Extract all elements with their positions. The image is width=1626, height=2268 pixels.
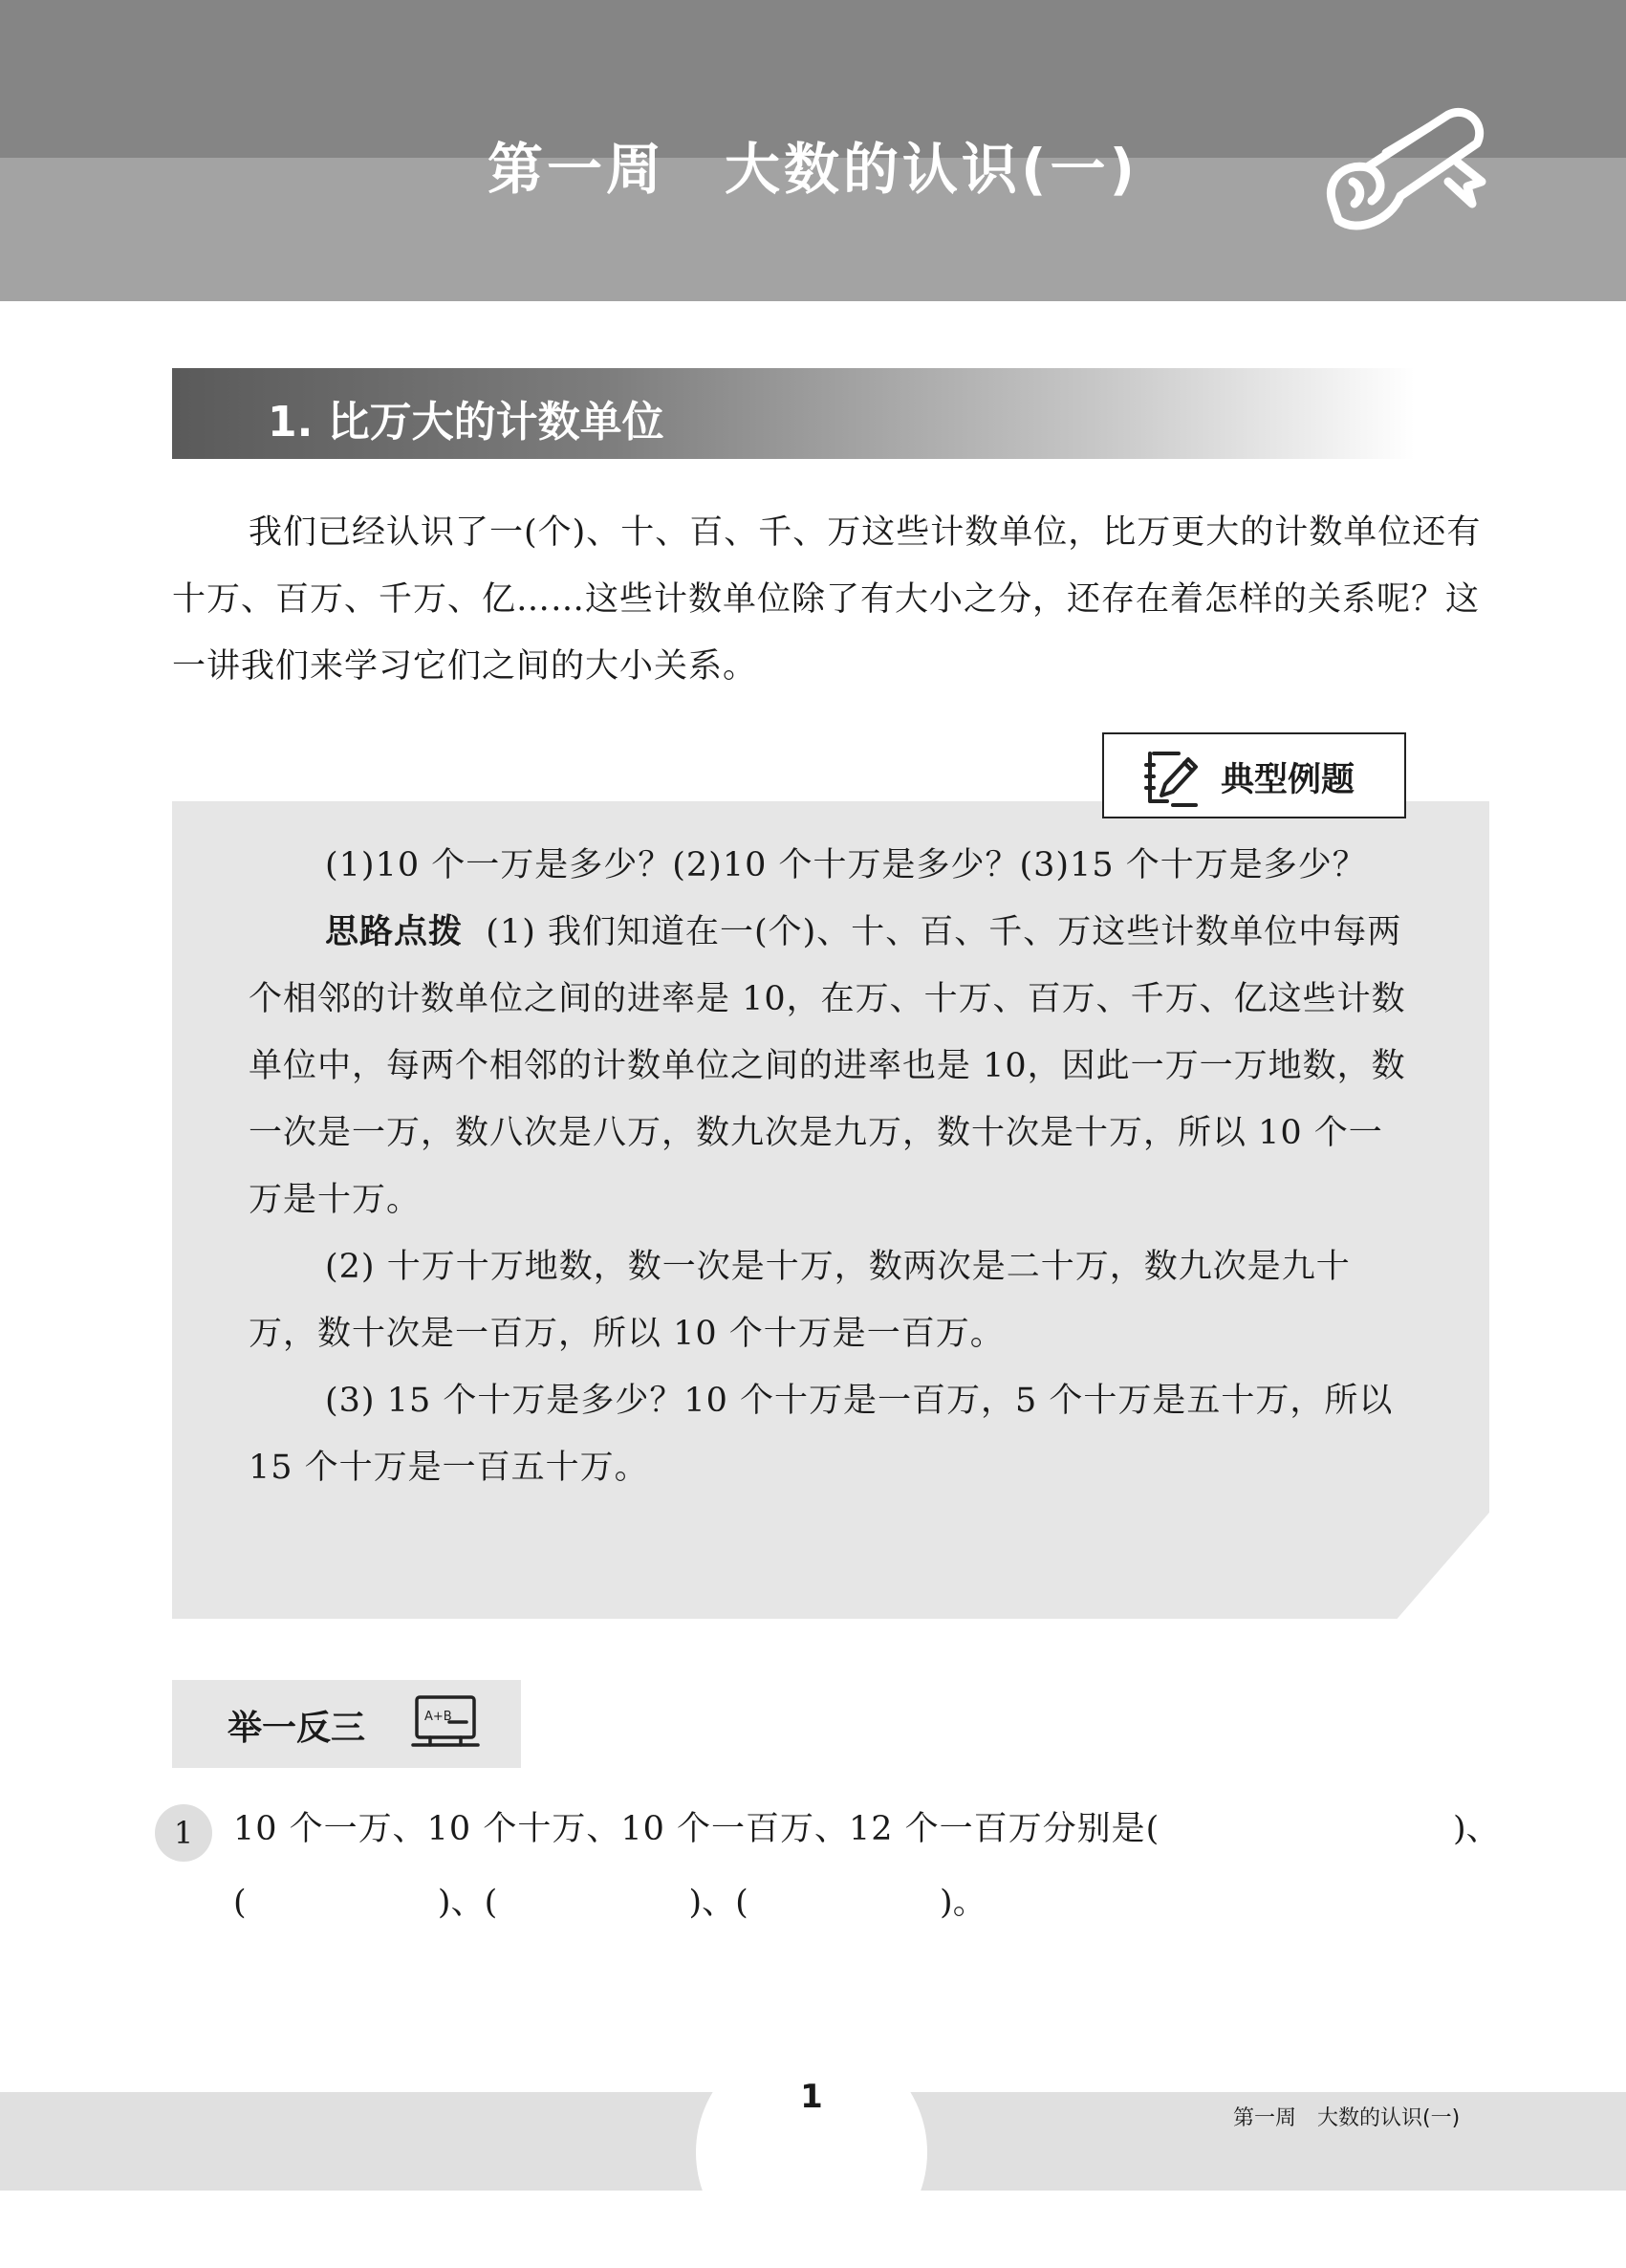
page-title: 第一周 大数的认识(一) (487, 137, 1139, 202)
example-question: (1)10 个一万是多少？(2)10 个十万是多少？(3)15 个十万是多少？ (325, 846, 1367, 884)
svg-text:A+B: A+B (424, 1710, 452, 1724)
question-text: 10 个一万、10 个十万、10 个一百万、12 个一百万分别是( (233, 1810, 1160, 1848)
hint-1-text: (1) 我们知道在一(个)、十、百、千、万这些计数单位中每两个相邻的计数单位之间的进率是 10，在万、十万、百万、千万、亿这些计数单位中，每两个相邻的计数单位之间的进率也是 10，因此一万一万地数，数一次是一万，数八次是八万，数九次是九万，数十次是十万，所以 10 个一万是十万。 (249, 913, 1406, 1219)
intro-paragraph: 我们已经认识了一(个)、十、百、千、万这些计数单位，比万更大的计数单位还有十万、百万、千万、亿……这些计数单位除了有大小之分，还存在着怎样的关系呢？这一讲我们来学习它们之间的大小关系。 (172, 513, 1482, 686)
practice-banner (172, 1680, 521, 1768)
pen-paper-icon (1140, 746, 1200, 809)
board-icon (411, 1693, 480, 1753)
section-title: 1. 比万大的计数单位 (268, 398, 664, 447)
section-banner (172, 368, 1415, 459)
question-answer-blanks: ( )、( )、( )。 (233, 1884, 986, 1922)
footer-page-circle (696, 2037, 927, 2268)
question-number: 1 (155, 1804, 212, 1862)
example-label-text: 典型例题 (1221, 761, 1355, 799)
example-hint-2: (2) 十万十万地数，数一次是十万，数两次是二十万，数九次是九十万，数十次是一百万，所以 10 个十万是一百万。 (249, 1248, 1351, 1353)
footer-chapter: 第一周 大数的认识(一) (1233, 2106, 1461, 2130)
practice-label: 举一反三 (228, 1709, 366, 1748)
example-label (1102, 732, 1406, 818)
example-hint-1 (249, 899, 1415, 1233)
hint-label: 思路点拨 (325, 913, 464, 951)
example-content (249, 832, 1415, 1501)
question-tail: )、 (1453, 1810, 1500, 1848)
example-hint-3: (3) 15 个十万是多少？10 个十万是一百万，5 个十万是五十万，所以 15 个十万是一百五十万。 (249, 1382, 1394, 1487)
page-number: 1 (800, 2078, 823, 2116)
scroll-icon (1314, 91, 1496, 244)
